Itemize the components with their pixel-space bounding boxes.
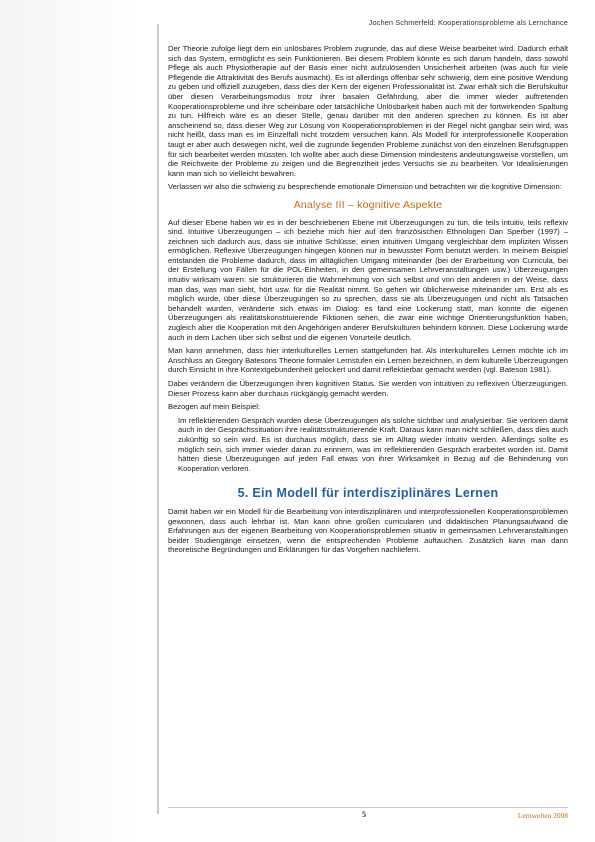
section-heading: 5. Ein Modell für interdisziplinäres Lernen <box>237 486 499 501</box>
footer-rule <box>168 807 568 808</box>
paragraph: Man kann annehmen, dass hier interkulturelles Lernen stattgefunden hat. Als interkulturelles Lernen möchte ich im Anschluss an Gregory Batesons Theorie formaler Lernstufen ein Lernen bezeichnen, in dem kulturelle Überzeugungen durch Einsicht in ihre Kontextgebundenheit gelockert und damit reflektierbar gemacht werden (vgl. Bateson 1981). <box>168 346 568 375</box>
issue-label: Lernwelten 2008 <box>517 811 568 820</box>
example-paragraph: Im reflektierenden Gespräch wurden diese Überzeugungen als solche sichtbar und analysierbar. Sie verloren damit auch in der Gesprächssituation ihre realitätsstrukturierende Kraft. Daraus kann man nicht schließen, dass dies auch zukünftig so sein wird. Es ist durchaus möglich, dass sie im Alltag wieder intuitiv werden. Allerdings sollte es möglich sein, sich immer wieder daran zu erinnern, was im reflektierenden Gespräch erarbeitet worden ist. Damit hätten diese Überzeugungen auf jeden Fall etwas von ihrer Wirksamkeit in Bezug auf die Behinderung von Kooperation verloren. <box>178 415 568 473</box>
subheading: Analyse III – kognitive Aspekte <box>293 198 443 211</box>
paragraph: Dabei verändern die Überzeugungen ihren kognitiven Status. Sie werden von intuitiven zu reflexiven Überzeugungen. Dieser Prozess kann aber durchaus rückgängig gemacht werden. <box>168 379 568 398</box>
paragraph: Bezogen auf mein Beispiel: <box>168 402 261 412</box>
paragraph: Der Theorie zufolge liegt dem ein unlösbares Problem zugrunde, das auf diese Weise bearbeitet wird. Dadurch erhält sich das System, ermöglicht es sein Funktionieren. Bei diesem Problem könnte es sich darum handeln, dass sowohl Pflege als auch Physiotherapie auf der Basis einer nicht aufzulösenden Unsicherheit arbeiten (was auch für viele Pflegende die Attraktivität des Berufs ausmacht). Es ist allerdings offenbar sehr schwierig, dem eine positive Wendung zu geben und offiziell zuzugeben, dass dies der Kern der eigenen Professionalität ist. Zwar erhält sich die Berufskultur über diesen Verarbeitungsmodus trotz ihrer basalen Gefährdung, aber die immer wieder auftretenden Kooperationsprobleme und ihre scheinbare oder tatsächliche Unlösbarkeit haben auch mit der fortwirkenden Spaltung zu tun. Hilfreich wäre es an dieser Stelle, genau darüber mit den anderen sprechen zu können. Es ist aber anscheinend so, dass dieser Weg zur Lösung von Kooperationsproblemen in der Regel nicht gangbar sein wird, was nicht heißt, dass man es im Einzelfall nicht trotzdem versuchen kann. Als Modell für interprofessionelle Kooperation taugt er aber auch deswegen nicht, weil die zugrunde liegenden Probleme zunächst von den einzelnen Berufsgruppen für sich bearbeitet werden müssten. Ich wollte aber auch diese Dimension mindestens andeutungsweise vorstellen, um die Reichweite der Probleme zu zeigen und die Begrenztheit jedes Versuchs sie zu bearbeiten. Vor Idealisierungen kann man sich so vielleicht bewahren. <box>168 44 568 178</box>
article-body <box>168 44 568 559</box>
running-head: Jochen Schmerfeld: Kooperationsprobleme als Lernchance <box>368 18 568 27</box>
page-number: 5 <box>362 810 366 819</box>
paragraph: Damit haben wir ein Modell für die Bearbeitung von interdisziplinären und interprofessionellen Kooperationsproblemen gewonnen, dass auch lehrbar ist. Man kann ohne großen curricularen und didaktischen Planungsaufwand die Erfahrungen aus der eigenen Bearbeitung von Kooperationsproblemen situativ in gemeinsamen Lehrveranstaltungen beider Studiengänge einsetzen, wenn die entsprechenden Probleme auftauchen. Zusätzlich kann man dann theoretische Begründungen und Erklärungen für das Vorgehen nachliefern. <box>168 506 568 555</box>
margin-rule <box>157 24 159 814</box>
paragraph: Verlassen wir also die schwierig zu besprechende emotionale Dimension und betrachten wir die kognitive Dimension: <box>168 182 562 192</box>
paragraph: Auf dieser Ebene haben wir es in der beschriebenen Ebene mit Überzeugungen zu tun, die teils intuitiv, teils reflexiv sind. Intuitive Überzeugungen – ich beziehe mich hier auf den französischen Ethnologen Dan Sperber (1997) – zeichnen sich dadurch aus, dass sie intuitive Schlüsse, einen intuitiven Umgang vergleichbar dem impliziten Wissen ermöglichen. Reflexive Überzeugungen hingegen können nur in bewusster Form benutzt werden. In meinem Beispiel entstanden die Probleme dadurch, dass im alltäglichen Umgang miteinander (bei der Erarbeitung von Curricula, bei der Erstellung von Fällen für die POL-Einheiten, in den gemeinsamen Lehrveranstaltungen usw.) Überzeugungen intuitiv wirksam waren: sie strukturieren die Wahrnehmung von sich selbst und von den anderen in der Weise, dass man das, was man sieht, hört usw. für die Realität nimmt. So gehen wir üblicherweise miteinander um. Erst als es möglich wurde, über diese Überzeugungen so zu sprechen, dass sie als Überzeugungen und nicht als Tatsachen behandelt wurden, veränderte sich etwas im Dialog: es fand eine Lockerung statt, man konnte die eigenen Überzeugungen als realitätskonstituierende Fiktionen sehen, die zwar eine wichtige Orientierungsfunktion haben, zugleich aber die Kooperation mit den Angehörigen anderer Berufskulturen behindern können. Diese Lockerung wurde auch in dem Lachen über sich selbst und die eigenen Vorurteile deutlich. <box>168 217 568 342</box>
margin-shading <box>0 0 140 842</box>
